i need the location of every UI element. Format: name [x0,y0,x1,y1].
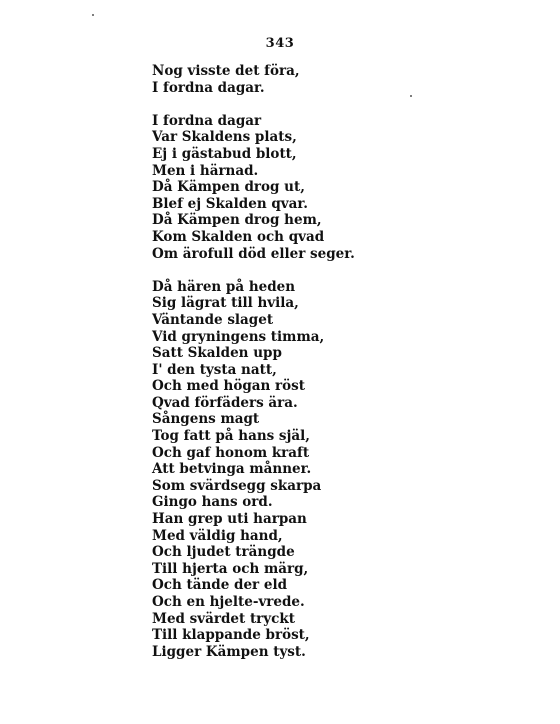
poem-line: Och med högan röst [152,378,305,395]
poem-line: Satt Skalden upp [152,345,282,362]
poem [152,63,492,660]
poem-line: Och gaf honom kraft [152,444,310,461]
poem-line: Till klappande bröst, [152,627,310,644]
poem-line: Han grep uti harpan [152,511,307,528]
poem-line: Till hjerta och märg, [152,560,309,577]
poem-line: Kom Skalden och qvad [152,228,325,245]
page-number: 343 [265,36,295,51]
poem-line: I fordna dagar. [152,79,265,96]
poem-line: Sig lägrat till hvila, [152,295,299,312]
poem-line: Och en hjelte-vrede. [152,594,305,610]
poem-line: Sångens magt [152,411,260,428]
poem-line: Qvad förfäders ära. [152,394,298,411]
poem-line: I fordna dagar [152,112,262,129]
poem-line: Som svärdsegg skarpa [152,477,322,494]
stanza-3 [152,279,492,661]
poem-line: Ligger Kämpen tyst. [152,643,306,660]
poem-line: Med väldig hand, [152,527,283,544]
poem-line: Nog visste det föra, [152,63,300,79]
stanza-2 [152,113,492,262]
stanza-1 [152,63,492,96]
poem-line: Med svärdet tryckt [152,610,295,627]
poem-line: I' den tysta natt, [152,361,277,378]
poem-line: Väntande slaget [152,311,274,328]
poem-line: Då hären på heden [152,278,296,295]
poem-line: Då Kämpen drog ut, [152,179,305,196]
poem-line: Tog fatt på hans själ, [152,428,310,445]
poem-line: Att betvinga månner. [152,461,312,478]
poem-line: Då Kämpen drog hem, [152,212,322,229]
poem-line: Gingo hans ord. [152,494,273,511]
poem-line: Om ärofull död eller seger. [152,245,355,262]
poem-line: Blef ej Skalden qvar. [152,195,308,212]
poem-line: Och ljudet trängde [152,544,295,561]
poem-line: Och tände der eld [152,577,288,594]
print-speck [92,14,94,16]
poem-line: Var Skaldens plats, [152,129,297,146]
poem-line: Men i härnad. [152,162,259,179]
poem-line: Ej i gästabud blott, [152,145,297,162]
poem-line: Vid gryningens timma, [152,328,325,345]
